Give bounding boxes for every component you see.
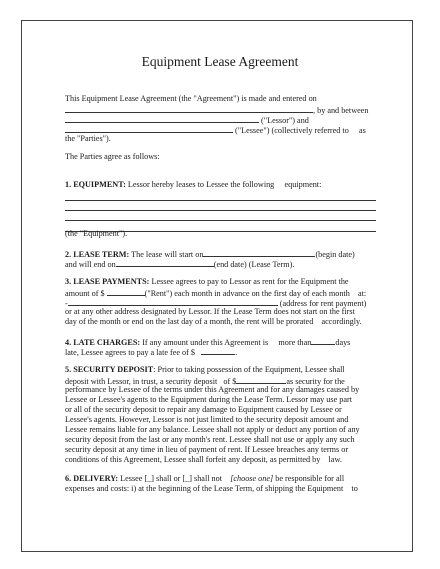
lease-payments-line-4: or at any other address designated by Lessor. If the Lease Term does not start on the first <box>65 307 355 316</box>
equipment-tail: (the "Equipment"). <box>65 229 128 238</box>
intro-line-4: ("Lessee") (collectively referred to as <box>65 124 366 136</box>
rent-address-blank[interactable] <box>68 297 278 306</box>
end-date-blank[interactable] <box>116 258 214 267</box>
lease-payments-line-5: day of the month or end on the last day of a month, the rent will be prorated accordingly. <box>65 317 362 326</box>
deposit-line-5: or all of the security deposit to repair any damage to Equipment caused by Lessee or <box>65 405 342 414</box>
equipment-line-3[interactable] <box>65 220 376 221</box>
equipment-line-2[interactable] <box>65 210 376 211</box>
late-charges-line-2: late, Lessee agrees to pay a late fee of $ . <box>65 348 238 357</box>
section-lease-payments: 3. LEASE PAYMENTS: Lessee agrees to pay to Lessor as rent for the Equipment the <box>65 277 349 286</box>
document-title: Equipment Lease Agreement <box>141 54 299 69</box>
deposit-line-3: performance by Lessee of the terms under this Agreement and for any damages caused by <box>65 385 360 394</box>
deposit-line-2: deposit with Lessor, in trust, a security deposit of $ as security for the <box>65 377 345 386</box>
section-equipment: 1. EQUIPMENT: Lessor hereby leases to Lessee the following equipment: <box>65 180 322 189</box>
section-lease-term: 2. LEASE TERM: The lease will start on (begin date) <box>65 250 355 259</box>
deposit-line-6: Lessee's agents. However, Lessor is not just limited to the security deposit amount and <box>65 415 349 424</box>
intro-line-5: the "Parties"). <box>65 134 111 143</box>
section-late-charges: 4. LATE CHARGES: If any amount under this Agreement is more than days <box>65 338 351 347</box>
lease-term-line-2: and will end on (end date) (Lease Term). <box>65 260 295 269</box>
intro-line-3: ("Lessor") and <box>65 114 309 126</box>
delivery-line-2: expenses and costs: i) at the beginning of the Lease Term, of shipping the Equipment to <box>65 484 358 493</box>
section-security-deposit: 5. SECURITY DEPOSIT: Prior to taking possession of the Equipment, Lessee shall <box>65 365 345 374</box>
late-fee-blank[interactable] <box>201 346 235 355</box>
deposit-line-4: Lessee or Lessee's agents to the Equipment during the Lease Term. Lessor may use part <box>65 395 352 404</box>
deposit-amount-blank[interactable] <box>236 375 286 384</box>
lessee-name-blank[interactable] <box>65 124 233 133</box>
date-blank[interactable] <box>65 104 313 113</box>
lessor-name-blank[interactable] <box>65 114 259 123</box>
parties-agree: The Parties agree as follows: <box>65 152 160 161</box>
intro-line-2: , by and between <box>65 104 368 116</box>
begin-date-blank[interactable] <box>203 248 315 257</box>
equipment-line-1[interactable] <box>65 200 376 201</box>
lease-payments-line-2: amount of $ ("Rent") each month in advance on the first day of each month at: <box>65 289 367 298</box>
deposit-line-7: Lessee remains liable for any balance. Lessee shall not apply or deduct any portion of any <box>65 425 360 434</box>
late-days-blank[interactable] <box>311 336 335 345</box>
deposit-line-9: security deposit at any time in lieu of payment of rent. If Lessee breaches any terms or <box>65 445 349 454</box>
intro-line-1: This Equipment Lease Agreement (the "Agreement") is made and entered on <box>65 94 317 103</box>
deposit-line-8: security deposit from the last or any month's rent. Lessee shall not use or apply any such <box>65 435 355 444</box>
deposit-line-10: conditions of this Agreement, Lessee shall forfeit any deposit, as permitted by law. <box>65 455 342 464</box>
rent-amount-blank[interactable] <box>107 287 145 296</box>
section-delivery: 6. DELIVERY: Lessee [_] shall or [_] shall not [choose one] be responsible for all <box>65 474 345 483</box>
lease-payments-line-3: - (address for rent payment) <box>65 299 367 308</box>
